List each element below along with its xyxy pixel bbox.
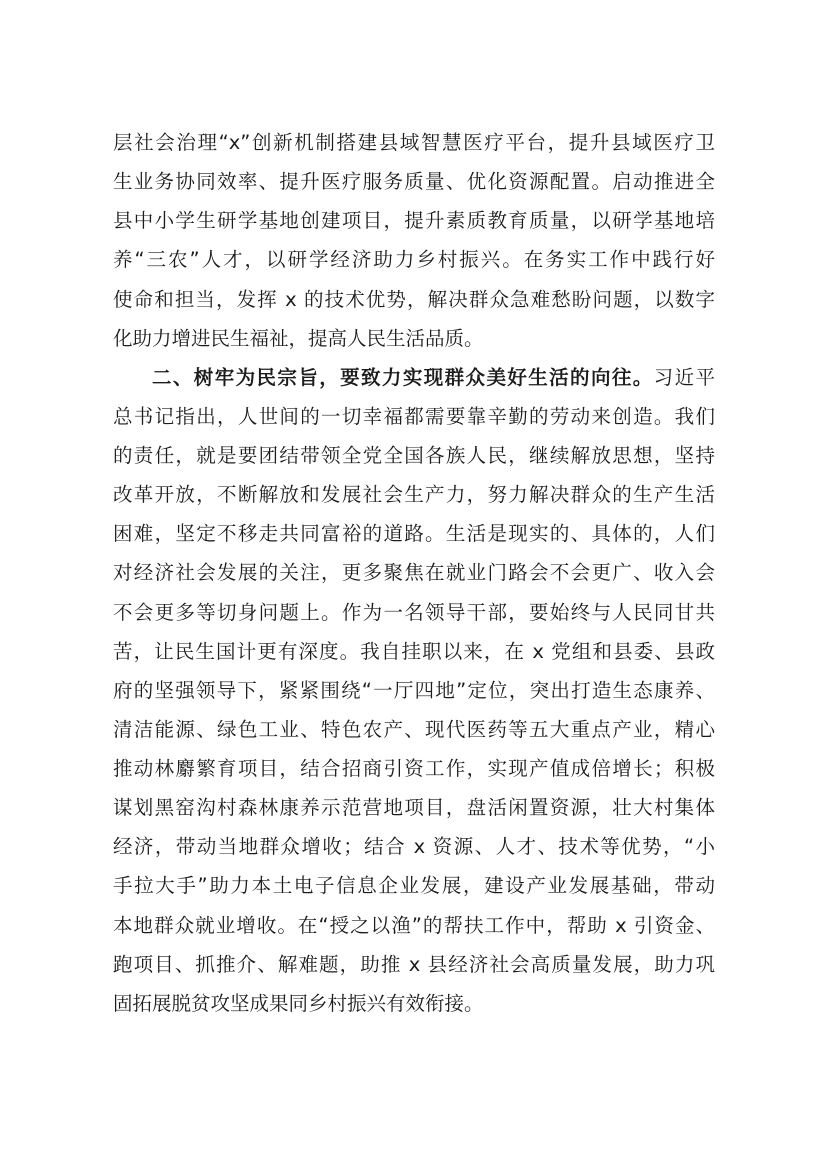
text-line: 层社会治理“x”创新机制搭建县域智慧医疗平台，提升县域医疗卫 [113,131,715,154]
text-line: 县中小学生研学基地创建项目，提升素质教育质量，以研学基地培 [113,209,715,233]
text-line: 固拓展脱贫攻坚成果同乡村振兴有效衔接。 [113,991,484,1015]
text-line: 苦，让民生国计更有深度。我自挂职以来，在 x 党组和县委、县政 [113,639,715,663]
paragraph-2 [113,358,715,1023]
text-line: 的责任，就是要团结带领全党全国各族人民，继续解放思想，坚持 [113,444,715,467]
text-line: 经济，带动当地群众增收；结合 x 资源、人才、技术等优势，“小 [113,835,715,859]
section-heading-line [113,358,715,397]
text-line: 使命和担当，发挥 x 的技术优势，解决群众急难愁盼问题，以数字 [113,287,715,311]
text-line: 生业务协同效率、提升医疗服务质量、优化资源配置。启动推进全 [113,170,715,194]
text-line: 谋划黑窑沟村森林康养示范营地项目，盘活闲置资源，壮大村集体 [113,796,715,820]
text-line: 跑项目、抓推介、解难题，助推 x 县经济社会高质量发展，助力巩 [113,952,715,976]
body-text [113,123,715,1023]
text-line: 养“三农”人才，以研学经济助力乡村振兴。在务实工作中践行好 [113,248,715,272]
text-line: 本地群众就业增收。在“授之以渔”的帮扶工作中，帮助 x 引资金、 [113,913,715,937]
text-line: 不会更多等切身问题上。作为一名领导干部，要始终与人民同甘共 [113,600,715,624]
text-line: 推动林麝繁育项目，结合招商引资工作，实现产值成倍增长；积极 [113,757,715,780]
text-line: 清洁能源、绿色工业、特色农产、现代医药等五大重点产业，精心 [113,717,715,741]
section-heading-rest: 习近平 [653,365,715,389]
text-line: 手拉大手”助力本土电子信息企业发展，建设产业发展基础，带动 [113,874,715,898]
section-heading: 二、树牢为民宗旨，要致力实现群众美好生活的向往。 [152,365,654,389]
text-line: 总书记指出，人世间的一切幸福都需要靠辛勤的劳动来创造。我们 [113,404,715,428]
text-line: 困难，坚定不移走共同富裕的道路。生活是现实的、具体的，人们 [113,522,715,546]
text-line: 对经济社会发展的关注，更多聚焦在就业门路会不会更广、收入会 [113,561,715,585]
text-line: 改革开放，不断解放和发展社会生产力，努力解决群众的生产生活 [113,483,715,507]
paragraph-1 [113,123,715,358]
text-line: 化助力增进民生福祉，提高人民生活品质。 [113,326,484,350]
text-line: 府的坚强领导下，紧紧围绕“一厅四地”定位，突出打造生态康养、 [113,678,715,702]
